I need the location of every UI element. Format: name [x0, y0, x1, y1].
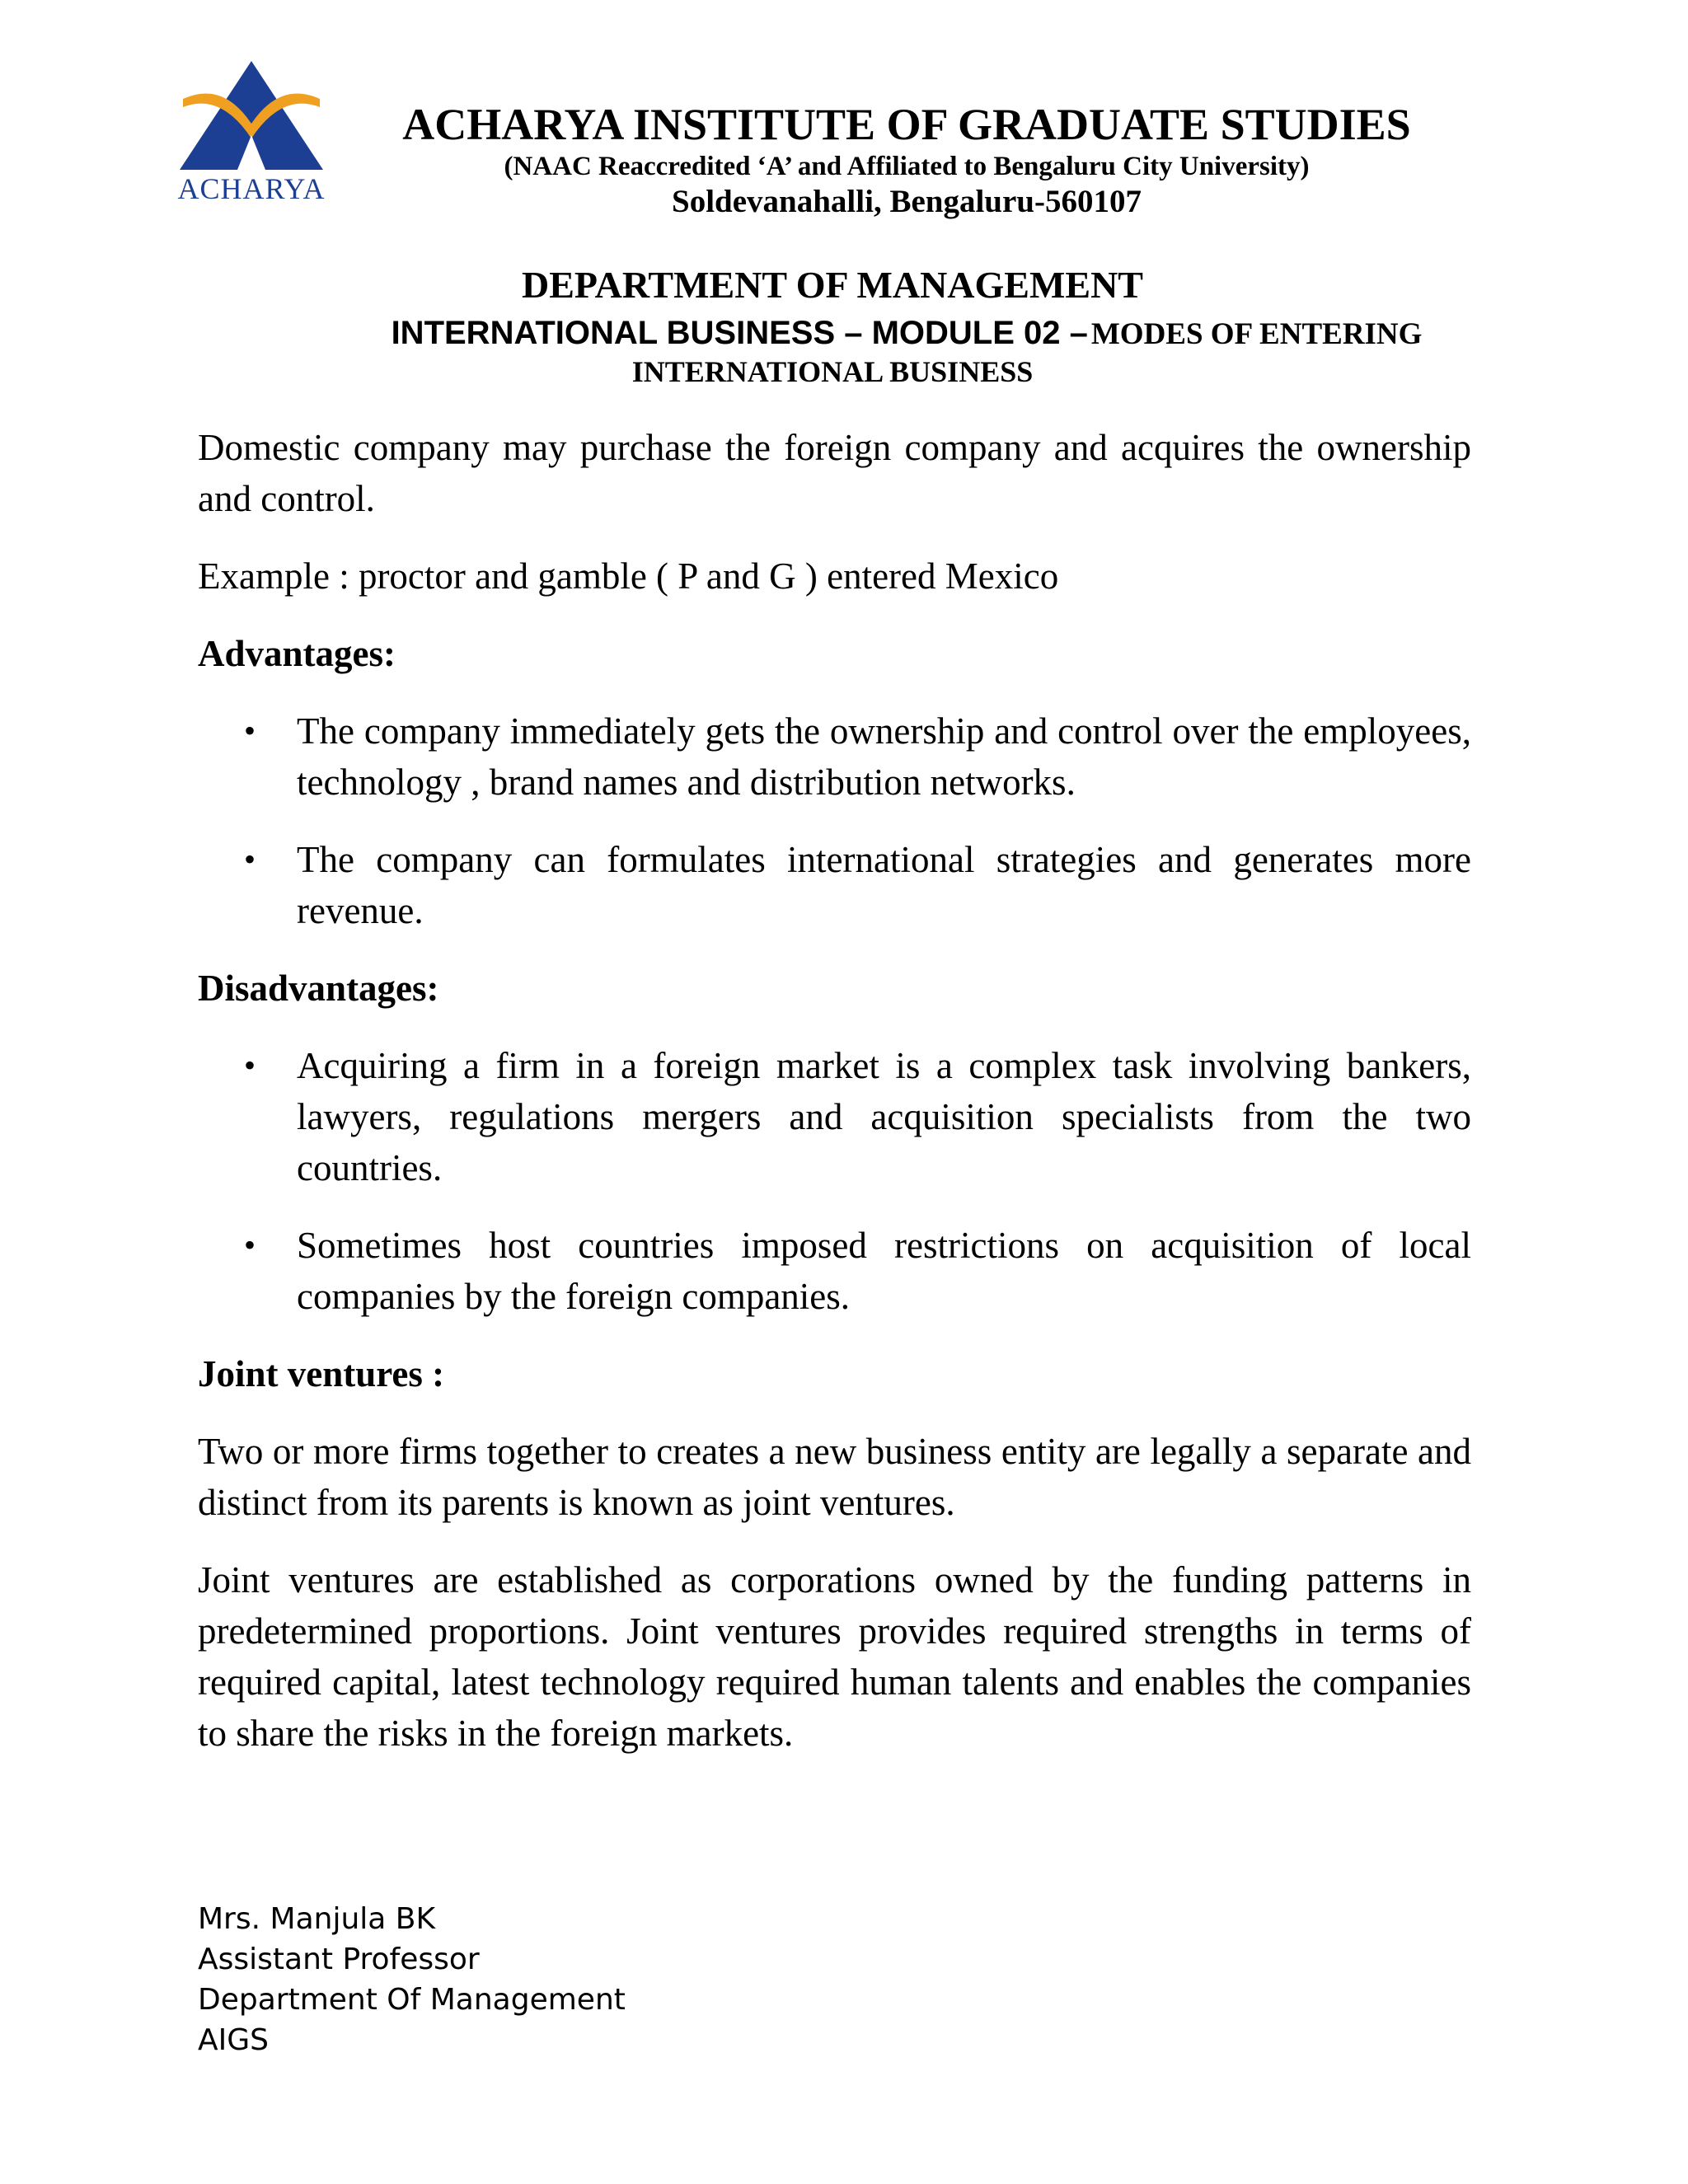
institute-name: ACHARYA INSTITUTE OF GRADUATE STUDIES	[402, 100, 1411, 149]
advantages-heading: Advantages:	[198, 633, 396, 674]
list-item	[198, 705, 1471, 808]
joint-ventures-heading: Joint ventures :	[198, 1353, 445, 1394]
list-item	[198, 834, 1471, 936]
disadvantages-heading: Disadvantages:	[198, 968, 439, 1009]
module-title-part2: MODES OF ENTERING	[1090, 317, 1423, 351]
list-item	[198, 1040, 1471, 1193]
author-signature-block	[198, 1899, 626, 2060]
list-item-text: The company immediately gets the ownership and control over the employees, technology , brand names and distribution networks.	[297, 710, 1471, 803]
advantages-list	[198, 705, 1471, 936]
list-item	[198, 1220, 1471, 1322]
institute-address: Soldevanahalli, Bengaluru-560107	[672, 184, 1142, 219]
accreditation-line: (NAAC Reaccredited ‘A’ and Affiliated to Bengaluru City University)	[504, 152, 1310, 181]
author-department: Department Of Management	[198, 1983, 626, 2017]
example-paragraph: Example : proctor and gamble ( P and G ) entered Mexico	[198, 555, 1059, 597]
list-item-text: Sometimes host countries imposed restrictions on acquisition of local companies by the foreign companies.	[297, 1225, 1471, 1317]
disadvantages-list	[198, 1040, 1471, 1322]
bullet-icon: •	[244, 1226, 256, 1263]
module-title-part1: INTERNATIONAL BUSINESS – MODULE 02 –	[391, 315, 1088, 351]
bullet-icon: •	[244, 712, 256, 749]
list-item-text: Acquiring a firm in a foreign market is a complex task involving bankers, lawyers, regulations mergers and acquisition specialists from the two countries.	[297, 1045, 1471, 1188]
list-item-text: The company can formulates international strategies and generates more revenue.	[297, 839, 1471, 931]
module-title-line2: INTERNATIONAL BUSINESS	[631, 355, 1034, 388]
logo-icon	[173, 56, 330, 180]
author-designation: Assistant Professor	[198, 1943, 480, 1976]
author-institution: AIGS	[198, 2023, 269, 2057]
document-body	[198, 422, 1471, 1785]
intro-paragraph: Domestic company may purchase the foreign company and acquires the ownership and control.	[198, 427, 1471, 519]
jv-paragraph-2: Joint ventures are established as corporations owned by the funding patterns in predetermined proportions. Joint ventures provides required strengths in terms of required capital, latest technology required human talents and enables the companies to share the risks in the foreign markets.	[198, 1559, 1471, 1754]
acharya-logo	[173, 56, 330, 204]
bullet-icon: •	[244, 841, 256, 878]
jv-paragraph-1: Two or more firms together to creates a new business entity are legally a separate and distinct from its parents is known as joint ventures.	[198, 1431, 1471, 1523]
department-title: DEPARTMENT OF MANAGEMENT	[522, 264, 1143, 306]
bullet-icon: •	[244, 1047, 256, 1084]
logo-text: ACHARYA	[177, 172, 326, 205]
author-name: Mrs. Manjula BK	[198, 1902, 436, 1936]
